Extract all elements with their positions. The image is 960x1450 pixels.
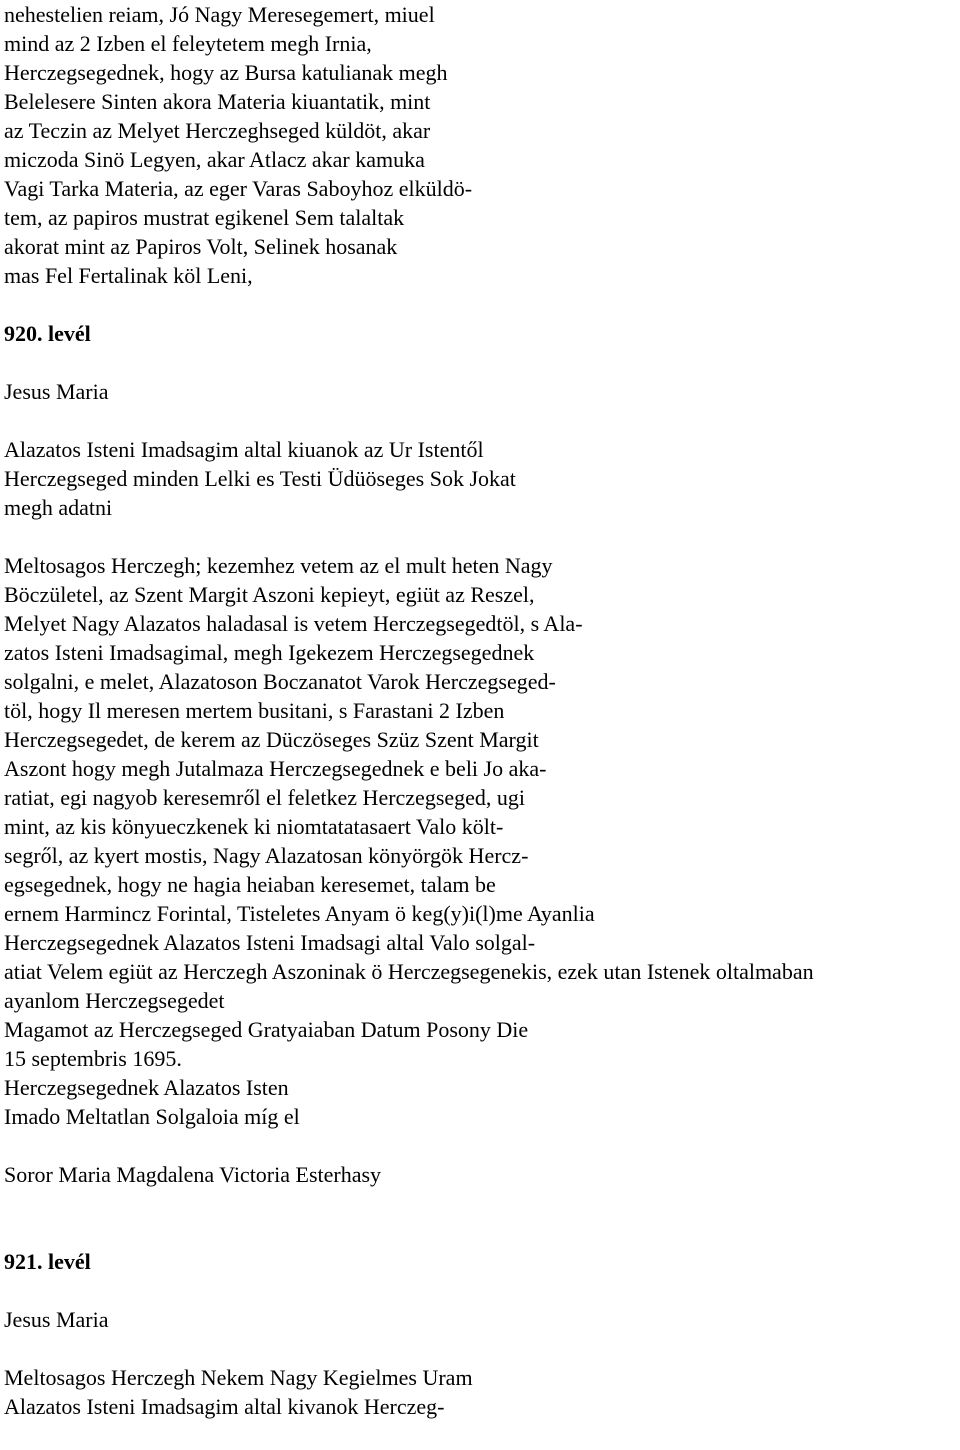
letter-heading: 921. levél [4,1249,91,1274]
body-line: ernem Harmincz Forintal, Tisteletes Anyam ö keg(y)i(l)me Ayanlia [4,901,595,926]
text-line: miczoda Sinö Legyen, akar Atlacz akar kamuka [4,147,425,172]
spacer [4,1276,960,1305]
body-line: Melyet Nagy Alazatos haladasal is vetem Herczegsegedtöl, s Ala- [4,611,583,636]
body-line: egsegednek, hogy ne hagia heiaban keresemet, talam be [4,872,496,897]
spacer [4,406,960,435]
greeting-line: Alazatos Isteni Imadsagim altal kiuanok az Ur Istentől [4,437,484,462]
body-line: segről, az kyert mostis, Nagy Alazatosan könyörgök Hercz- [4,843,529,868]
text-line: Vagi Tarka Materia, az eger Varas Saboyhoz elküldö- [4,176,473,201]
body-line: Böczületel, az Szent Margit Aszoni kepieyt, egiüt az Reszel, [4,582,535,607]
invocation: Jesus Maria [4,379,109,404]
date-line: 15 septembris 1695. [4,1046,182,1071]
spacer [4,1189,960,1218]
letter-920 [4,319,960,1189]
text-line: akorat mint az Papiros Volt, Selinek hosanak [4,234,398,259]
invocation: Jesus Maria [4,1307,109,1332]
body-line: Meltosagos Herczegh; kezemhez vetem az el mult heten Nagy [4,553,553,578]
text-line: tem, az papiros mustrat egikenel Sem talaltak [4,205,405,230]
body-line: Alazatos Isteni Imadsagim altal kivanok Herczeg- [4,1394,445,1419]
closing-line: Herczegsegednek Alazatos Isten [4,1075,289,1100]
text-line: mind az 2 Izben el feleytetem megh Irnia, [4,31,372,56]
body-line: solgalni, e melet, Alazatoson Boczanatot Varok Herczegseged- [4,669,556,694]
text-line: az Teczin az Melyet Herczeghseged küldöt, akar [4,118,431,143]
body-line: Meltosagos Herczegh Nekem Nagy Kegielmes Uram [4,1365,473,1390]
letter-921 [4,1247,960,1421]
body-line: Herczegsegedet, de kerem az Düczöseges Szüz Szent Margit [4,727,539,752]
spacer [4,290,960,319]
body-line: ratiat, egi nagyob keresemről el feletkez Herczegseged, ugi [4,785,526,810]
body-line: zatos Isteni Imadsagimal, megh Igekezem Herczegsegednek [4,640,535,665]
spacer [4,1218,960,1247]
body-line: ayanlom Herczegsegedet [4,988,225,1013]
greeting-line: megh adatni [4,495,113,520]
text-line: Herczegsegednek, hogy az Bursa katulianak megh [4,60,448,85]
body-line: atiat Velem egiüt az Herczegh Aszoninak ö Herczegsegenekis, ezek utan Istenek oltalmaban [4,959,814,984]
signature: Soror Maria Magdalena Victoria Esterhasy [4,1162,382,1187]
spacer [4,1131,960,1160]
body-line: töl, hogy Il meresen mertem busitani, s Farastani 2 Izben [4,698,505,723]
body-line: Herczegsegednek Alazatos Isteni Imadsagi altal Valo solgal- [4,930,536,955]
letter-heading: 920. levél [4,321,91,346]
letter-919-continuation [4,0,960,290]
text-line: Belelesere Sinten akora Materia kiuantatik, mint [4,89,431,114]
spacer [4,522,960,551]
spacer [4,1334,960,1363]
text-line: nehestelien reiam, Jó Nagy Meresegemert, miuel [4,2,435,27]
document-page [4,0,960,1421]
greeting-line: Herczegseged minden Lelki es Testi Üdüöseges Sok Jokat [4,466,516,491]
body-line: Aszont hogy megh Jutalmaza Herczegsegednek e beli Jo aka- [4,756,547,781]
spacer [4,348,960,377]
text-line: mas Fel Fertalinak köl Leni, [4,263,253,288]
closing-line: Imado Meltatlan Solgaloia míg el [4,1104,300,1129]
body-line: mint, az kis könyueczkenek ki niomtatatasaert Valo költ- [4,814,504,839]
body-line: Magamot az Herczegseged Gratyaiaban Datum Posony Die [4,1017,529,1042]
